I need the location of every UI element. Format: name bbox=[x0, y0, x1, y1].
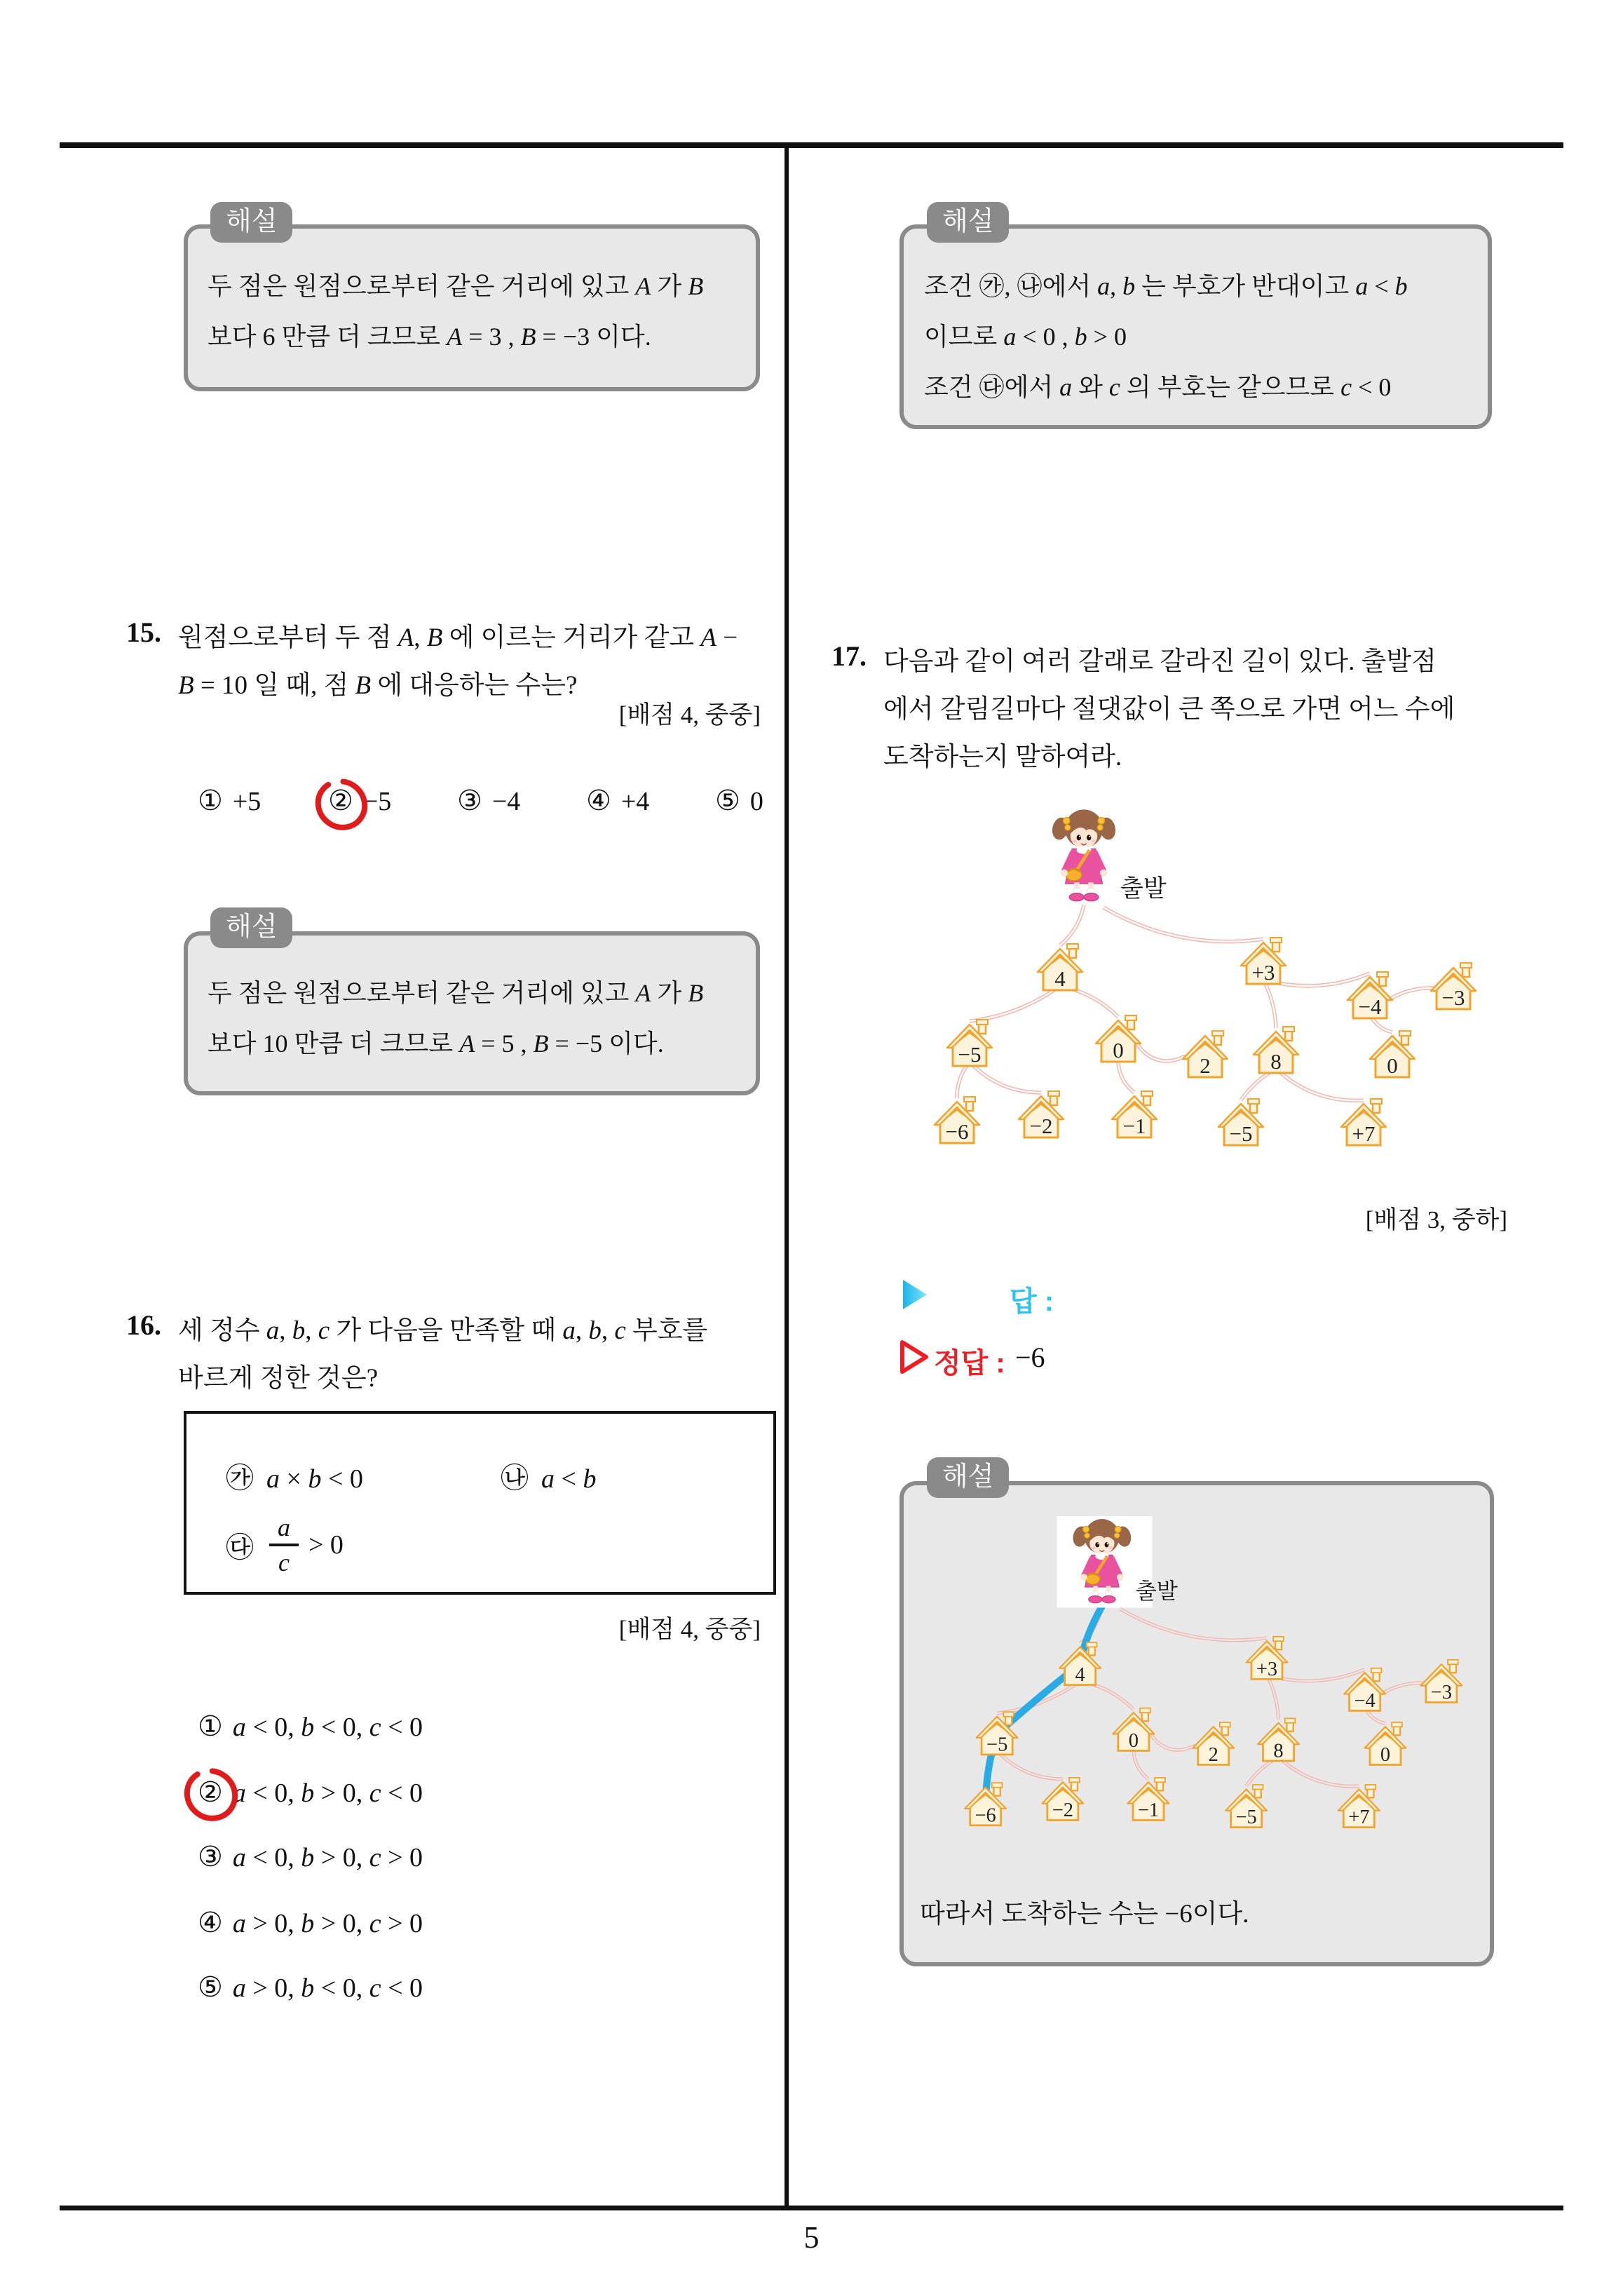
svg-text:8: 8 bbox=[1270, 1049, 1282, 1074]
points-label: [배점 3, 중하] bbox=[1365, 1206, 1507, 1234]
svg-text:−1: −1 bbox=[1137, 1799, 1160, 1822]
choice-item[interactable] bbox=[586, 784, 649, 817]
highlight-route bbox=[986, 1607, 1102, 1805]
choice-item[interactable] bbox=[457, 784, 520, 817]
points-label: [배점 4, 중중] bbox=[618, 1616, 761, 1643]
house-node bbox=[1096, 1015, 1141, 1062]
house-node bbox=[1421, 1660, 1462, 1703]
choice-text: a > 0, b < 0, c < 0 bbox=[232, 1973, 423, 2003]
choice-marker: ① bbox=[198, 785, 223, 816]
house-node bbox=[1341, 1099, 1386, 1146]
answer-arrow-icon bbox=[901, 1278, 929, 1311]
choice-text: a < 0, b > 0, c < 0 bbox=[232, 1778, 423, 1808]
house-node bbox=[935, 1097, 979, 1144]
svg-text:−6: −6 bbox=[975, 1804, 996, 1827]
explanation-line: 조건 ㉰에서 a 와 c 의 부호는 같으므로 c < 0 bbox=[924, 373, 1392, 401]
choice-text: +5 bbox=[232, 787, 262, 816]
choice-marker: ④ bbox=[586, 785, 611, 816]
choice-item[interactable] bbox=[198, 1710, 423, 1743]
choice-text: −5 bbox=[362, 787, 392, 816]
girl-illustration bbox=[1050, 809, 1118, 900]
condition-item bbox=[226, 1501, 344, 1589]
house-node bbox=[1370, 1031, 1415, 1078]
choice-text: 0 bbox=[749, 787, 763, 816]
house-node bbox=[977, 1712, 1018, 1755]
house-node bbox=[1247, 1637, 1288, 1680]
problem-text-line: 세 정수 a, b, c 가 다음을 만족할 때 a, b, c 부호를 bbox=[178, 1316, 708, 1345]
svg-text:0: 0 bbox=[1387, 1053, 1398, 1078]
svg-text:+3: +3 bbox=[1251, 960, 1275, 985]
explanation-line: 두 점은 원점으로부터 같은 거리에 있고 A 가 B bbox=[208, 272, 704, 300]
house-node bbox=[965, 1783, 1006, 1826]
svg-text:−6: −6 bbox=[945, 1119, 969, 1144]
problem-text-line: B = 10 일 때, 점 B 에 대응하는 수는? bbox=[178, 671, 578, 700]
answer-mark-icon bbox=[181, 1764, 241, 1825]
explanation-line: 조건 ㉮, ㉯에서 a, b 는 부호가 반대이고 a < b bbox=[924, 272, 1408, 300]
svg-text:8: 8 bbox=[1273, 1740, 1284, 1762]
choice-marker: ④ bbox=[198, 1907, 223, 1938]
house-node bbox=[1338, 1785, 1380, 1828]
choice-marker: ② bbox=[198, 1776, 223, 1808]
svg-text:+7: +7 bbox=[1348, 1807, 1370, 1829]
explanation-tab: 해설 bbox=[927, 202, 1009, 243]
problem-number: 16. bbox=[126, 1309, 161, 1341]
svg-text:−4: −4 bbox=[1358, 994, 1382, 1019]
bottom-rule bbox=[60, 2206, 1563, 2210]
svg-text:−1: −1 bbox=[1122, 1114, 1146, 1138]
condition-item bbox=[226, 1456, 363, 1496]
explanation-line: 이므로 a < 0 , b > 0 bbox=[924, 323, 1127, 351]
fraction-denominator: c bbox=[278, 1548, 290, 1576]
house-node bbox=[1128, 1778, 1169, 1821]
choice-marker: ⑤ bbox=[715, 785, 740, 816]
condition-marker: ㉮ bbox=[226, 1462, 254, 1494]
svg-text:2: 2 bbox=[1200, 1053, 1211, 1078]
house-node bbox=[1112, 1091, 1157, 1138]
problem-number: 17. bbox=[831, 640, 867, 672]
svg-text:4: 4 bbox=[1075, 1664, 1085, 1687]
problem-text-line: 에서 갈림길마다 절댓값이 큰 쪽으로 가면 어느 수에 bbox=[883, 695, 1455, 724]
choice-text: +4 bbox=[620, 787, 650, 816]
problem-text-line: 다음과 같이 여러 갈래로 갈라진 길이 있다. 출발점 bbox=[883, 647, 1437, 676]
choice-text: a < 0, b > 0, c > 0 bbox=[232, 1843, 423, 1872]
house-node bbox=[1225, 1785, 1267, 1828]
choice-item[interactable] bbox=[715, 784, 763, 817]
fraction bbox=[269, 1513, 299, 1577]
house-node bbox=[1254, 1027, 1298, 1074]
choice-marker: ② bbox=[328, 785, 353, 816]
svg-text:−2: −2 bbox=[1052, 1799, 1073, 1822]
condition-marker: ㉰ bbox=[226, 1531, 254, 1563]
svg-text:+3: +3 bbox=[1256, 1658, 1278, 1680]
svg-text:0: 0 bbox=[1128, 1729, 1139, 1752]
correct-label: 정답 : bbox=[934, 1348, 1005, 1379]
solution-diagram bbox=[911, 1516, 1504, 1864]
svg-text:−5: −5 bbox=[1229, 1121, 1253, 1146]
svg-text:−2: −2 bbox=[1029, 1114, 1053, 1138]
choice-text: −4 bbox=[491, 787, 521, 816]
page-number: 5 bbox=[803, 2220, 820, 2255]
house-node bbox=[1193, 1722, 1234, 1766]
svg-text:−5: −5 bbox=[986, 1734, 1008, 1756]
choice-marker: ① bbox=[198, 1710, 223, 1742]
house-node bbox=[1038, 944, 1082, 991]
problem-text-line: 바르게 정한 것은? bbox=[178, 1364, 379, 1393]
column-divider bbox=[785, 142, 789, 2210]
svg-text:−4: −4 bbox=[1354, 1689, 1376, 1712]
svg-text:4: 4 bbox=[1054, 966, 1066, 991]
condition-text: a < b bbox=[541, 1464, 597, 1494]
svg-text:−3: −3 bbox=[1430, 1681, 1453, 1703]
top-rule bbox=[60, 142, 1563, 148]
condition-item bbox=[501, 1456, 596, 1496]
start-label: 출발 bbox=[1135, 1579, 1178, 1604]
house-node bbox=[1042, 1778, 1083, 1821]
path-diagram bbox=[876, 806, 1521, 1185]
problem-text-line: 원점으로부터 두 점 A, B 에 이르는 거리가 같고 A − bbox=[178, 623, 738, 652]
house-node bbox=[1431, 963, 1476, 1010]
house-node bbox=[1113, 1708, 1154, 1752]
house-node bbox=[1241, 938, 1286, 985]
svg-text:0: 0 bbox=[1113, 1038, 1124, 1062]
house-node bbox=[1218, 1099, 1263, 1146]
svg-text:+7: +7 bbox=[1352, 1121, 1376, 1146]
answer-mark-icon bbox=[311, 774, 372, 835]
svg-text:−5: −5 bbox=[958, 1042, 982, 1067]
condition-text: > 0 bbox=[308, 1530, 344, 1560]
problem-text-line: 도착하는지 말하여라. bbox=[883, 743, 1122, 771]
choice-marker: ⑤ bbox=[198, 1971, 223, 2003]
explanation-tab: 해설 bbox=[210, 202, 292, 243]
choice-text: a > 0, b > 0, c > 0 bbox=[232, 1909, 423, 1938]
svg-text:2: 2 bbox=[1208, 1744, 1218, 1767]
house-node bbox=[947, 1020, 992, 1067]
house-node bbox=[1059, 1642, 1101, 1686]
choice-marker: ③ bbox=[457, 785, 482, 816]
explanation-line: 보다 6 만큼 더 크므로 A = 3 , B = −3 이다. bbox=[208, 323, 651, 351]
solution-caption: 따라서 도착하는 수는 −6이다. bbox=[920, 1900, 1249, 1929]
explanation-line: 보다 10 만큼 더 크므로 A = 5 , B = −5 이다. bbox=[208, 1029, 664, 1058]
house-node bbox=[1365, 1722, 1406, 1766]
choice-text: a < 0, b < 0, c < 0 bbox=[232, 1713, 423, 1742]
fraction-numerator: a bbox=[269, 1513, 299, 1546]
choice-item[interactable] bbox=[198, 784, 261, 817]
problem-number: 15. bbox=[126, 616, 161, 648]
points-label: [배점 4, 중중] bbox=[618, 701, 761, 729]
choice-item[interactable] bbox=[198, 1840, 423, 1873]
start-label: 출발 bbox=[1120, 876, 1167, 902]
house-node bbox=[1258, 1718, 1299, 1762]
explanation-line: 두 점은 원점으로부터 같은 거리에 있고 A 가 B bbox=[208, 979, 704, 1007]
svg-text:−3: −3 bbox=[1441, 985, 1465, 1010]
house-node bbox=[1183, 1031, 1228, 1078]
house-node bbox=[1019, 1091, 1064, 1138]
answer-label[interactable]: 답 : bbox=[1010, 1286, 1054, 1317]
choice-item[interactable] bbox=[198, 1906, 423, 1939]
svg-text:0: 0 bbox=[1380, 1744, 1391, 1767]
explanation-tab: 해설 bbox=[210, 907, 292, 948]
svg-text:−5: −5 bbox=[1235, 1807, 1257, 1829]
correct-value: −6 bbox=[1015, 1342, 1045, 1373]
choice-marker: ③ bbox=[198, 1841, 223, 1872]
condition-text: a × b < 0 bbox=[266, 1464, 363, 1494]
condition-marker: ㉯ bbox=[501, 1462, 529, 1494]
explanation-tab: 해설 bbox=[927, 1457, 1009, 1498]
correct-arrow-icon bbox=[899, 1339, 929, 1375]
choice-item[interactable] bbox=[198, 1971, 423, 2004]
